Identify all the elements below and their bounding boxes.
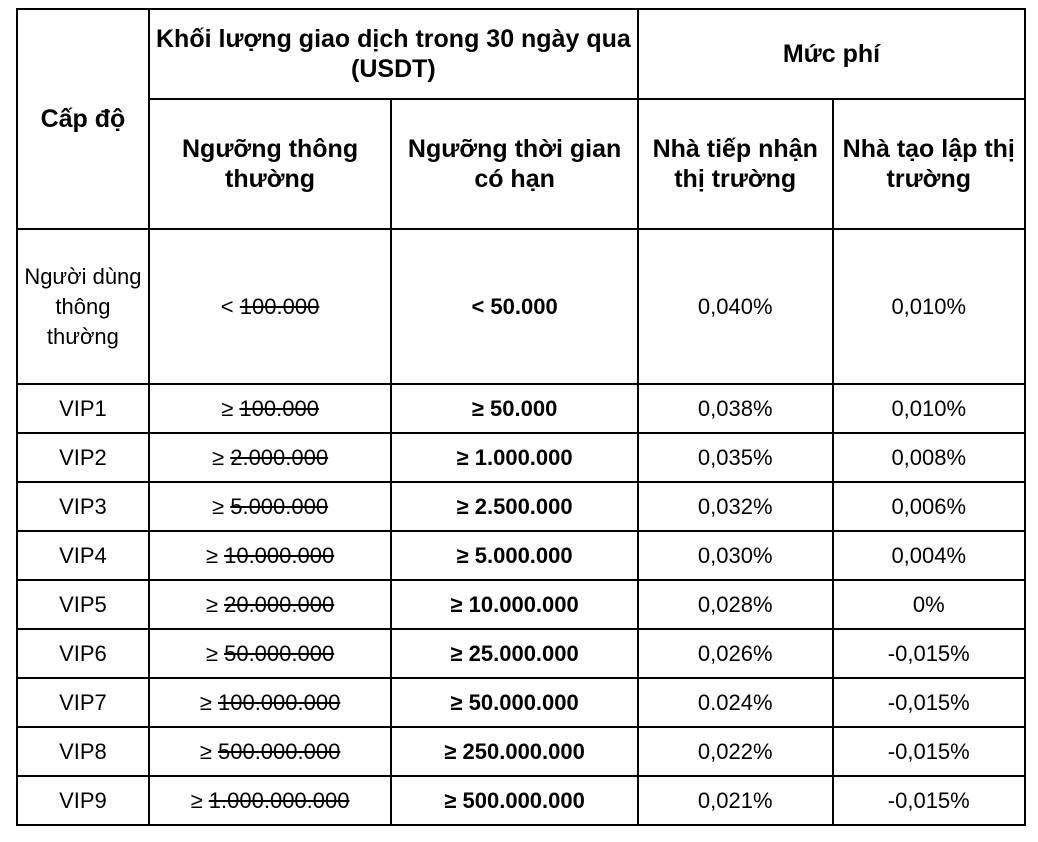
cell-maker-fee: 0% [833, 580, 1025, 629]
table-row [17, 433, 1025, 482]
threshold-value-struck: 100.000 [239, 395, 319, 421]
level-text: VIP4 [59, 542, 107, 568]
cell-maker-fee: -0,015% [833, 678, 1025, 727]
vip-fee-table [16, 8, 1026, 826]
cell-limited-threshold: ≥ 1.000.000 [391, 433, 638, 482]
level-text: VIP2 [59, 444, 107, 470]
cell-level [17, 629, 149, 678]
level-text: VIP3 [59, 493, 107, 519]
table-row [17, 531, 1025, 580]
threshold-value-struck: 1.000.000.000 [208, 787, 350, 813]
cell-normal-threshold [149, 384, 391, 433]
cell-limited-threshold: ≥ 2.500.000 [391, 482, 638, 531]
cell-taker-fee: 0,028% [638, 580, 833, 629]
header-limited-threshold: Ngưỡng thời gian có hạn [391, 99, 638, 229]
header-maker: Nhà tạo lập thị trường [833, 99, 1025, 229]
table-row [17, 776, 1025, 825]
level-text: VIP6 [59, 640, 107, 666]
cell-limited-threshold: ≥ 5.000.000 [391, 531, 638, 580]
threshold-operator: ≥ [205, 591, 218, 617]
cell-maker-fee: 0,004% [833, 531, 1025, 580]
cell-level [17, 580, 149, 629]
cell-limited-threshold: ≥ 50.000.000 [391, 678, 638, 727]
level-text: Người dùng thông thường [24, 263, 142, 349]
threshold-operator: ≥ [199, 689, 212, 715]
cell-normal-threshold [149, 629, 391, 678]
cell-limited-threshold: < 50.000 [391, 229, 638, 384]
level-text: VIP8 [59, 738, 107, 764]
cell-level [17, 384, 149, 433]
header-row-top [17, 9, 1025, 99]
threshold-operator: < [220, 293, 234, 319]
cell-level [17, 482, 149, 531]
cell-level [17, 727, 149, 776]
cell-taker-fee: 0,026% [638, 629, 833, 678]
table-body [17, 229, 1025, 825]
cell-normal-threshold [149, 580, 391, 629]
cell-normal-threshold [149, 433, 391, 482]
cell-limited-threshold: ≥ 500.000.000 [391, 776, 638, 825]
cell-level [17, 776, 149, 825]
cell-level [17, 531, 149, 580]
threshold-operator: ≥ [199, 738, 212, 764]
cell-limited-threshold: ≥ 25.000.000 [391, 629, 638, 678]
cell-normal-threshold [149, 727, 391, 776]
cell-maker-fee: 0,010% [833, 229, 1025, 384]
cell-maker-fee: -0,015% [833, 727, 1025, 776]
header-taker: Nhà tiếp nhận thị trường [638, 99, 833, 229]
table-row [17, 229, 1025, 384]
cell-normal-threshold [149, 482, 391, 531]
cell-maker-fee: -0,015% [833, 629, 1025, 678]
cell-normal-threshold [149, 776, 391, 825]
threshold-operator: ≥ [212, 444, 225, 470]
cell-taker-fee: 0,030% [638, 531, 833, 580]
header-fee: Mức phí [638, 9, 1025, 99]
table-row [17, 384, 1025, 433]
cell-limited-threshold: ≥ 50.000 [391, 384, 638, 433]
fee-table-container [16, 8, 1026, 826]
header-level: Cấp độ [17, 9, 149, 229]
cell-normal-threshold [149, 531, 391, 580]
cell-taker-fee: 0,032% [638, 482, 833, 531]
cell-level [17, 678, 149, 727]
threshold-operator: ≥ [212, 493, 225, 519]
threshold-operator: ≥ [221, 395, 234, 421]
level-text: VIP5 [59, 591, 107, 617]
cell-normal-threshold [149, 678, 391, 727]
cell-taker-fee: 0.024% [638, 678, 833, 727]
header-volume: Khối lượng giao dịch trong 30 ngày qua (USDT) [149, 9, 638, 99]
cell-taker-fee: 0,038% [638, 384, 833, 433]
threshold-value-struck: 100.000.000 [217, 689, 341, 715]
cell-taker-fee: 0,021% [638, 776, 833, 825]
cell-maker-fee: 0,006% [833, 482, 1025, 531]
threshold-operator: ≥ [190, 787, 203, 813]
threshold-operator: ≥ [205, 542, 218, 568]
table-row [17, 580, 1025, 629]
header-normal-threshold: Ngưỡng thông thường [149, 99, 391, 229]
table-row [17, 678, 1025, 727]
threshold-value-struck: 20.000.000 [224, 591, 335, 617]
threshold-value-struck: 10.000.000 [224, 542, 335, 568]
header-row-bottom [17, 99, 1025, 229]
table-row [17, 629, 1025, 678]
threshold-value-struck: 2.000.000 [230, 444, 329, 470]
cell-normal-threshold [149, 229, 391, 384]
table-row [17, 482, 1025, 531]
threshold-value-struck: 500.000.000 [217, 738, 341, 764]
cell-taker-fee: 0,035% [638, 433, 833, 482]
level-text: VIP9 [59, 787, 107, 813]
table-row [17, 727, 1025, 776]
cell-level [17, 229, 149, 384]
cell-limited-threshold: ≥ 10.000.000 [391, 580, 638, 629]
threshold-value-struck: 100.000 [239, 293, 320, 319]
cell-maker-fee: -0,015% [833, 776, 1025, 825]
level-text: VIP1 [59, 395, 107, 421]
level-text: VIP7 [59, 689, 107, 715]
cell-taker-fee: 0,040% [638, 229, 833, 384]
threshold-value-struck: 5.000.000 [230, 493, 329, 519]
threshold-operator: ≥ [205, 640, 218, 666]
cell-limited-threshold: ≥ 250.000.000 [391, 727, 638, 776]
cell-taker-fee: 0,022% [638, 727, 833, 776]
cell-maker-fee: 0,010% [833, 384, 1025, 433]
cell-maker-fee: 0,008% [833, 433, 1025, 482]
threshold-value-struck: 50.000.000 [224, 640, 335, 666]
cell-level [17, 433, 149, 482]
